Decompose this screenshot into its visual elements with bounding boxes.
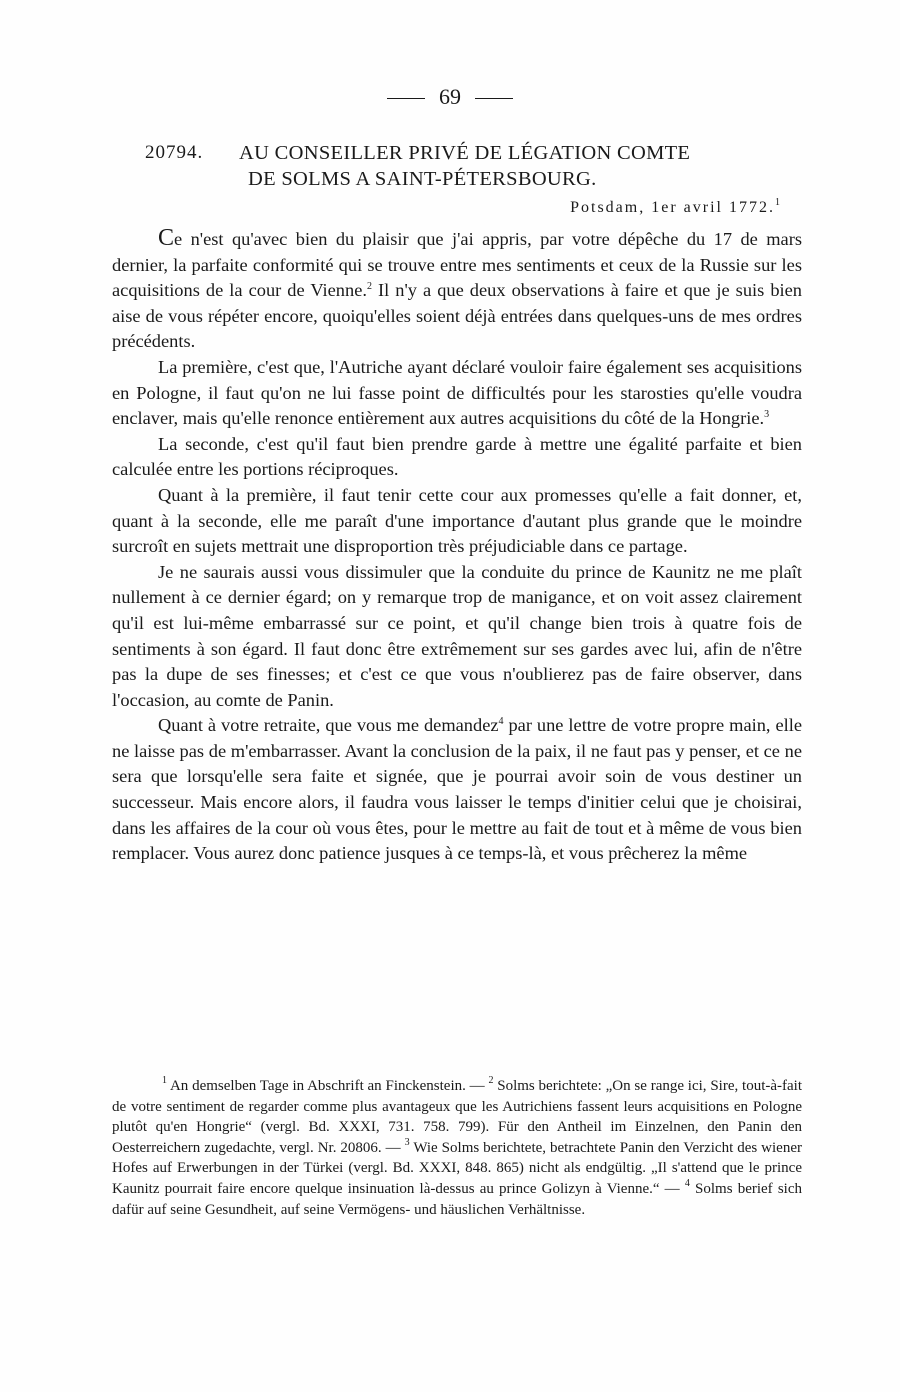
paragraph [112,713,802,867]
paragraph [112,226,802,355]
footnote-mark: 3 [404,1136,410,1148]
footnote-ref: 2 [366,281,372,293]
footnote-block [112,1076,802,1220]
paragraph-text: Ce n'est qu'avec bien du plaisir que j'ai appris, par votre dépêche du 17 de mars dernier, la parfaite conformité qui se trouve entre mes sentiments et ceux de la Russie sur les acquisitions de la cour de Vienne. [112,225,802,301]
divider [475,98,513,99]
footnotes [112,1076,802,1220]
dateline-place: Potsdam, [570,199,646,216]
footnote-mark: 2 [488,1075,494,1086]
paragraph: Quant à la première, il faut tenir cette cour aux promesses qu'elle a fait donner, et, quant à la seconde, elle me paraît d'une importance d'autant plus grande que le moindre surcroît en sujets mettrait une disproportion très préjudiciable dans ce partage. [112,484,802,557]
footnote-text: Wie Solms berichtete, betrachtete Panin den Verzicht des wiener Hofes auf Erwerbungen in der Türkei (vergl. Bd. XXXI, 848. 865) nicht als endgültig. „Il s'attend que le prince Kaunitz pourrait faire encore quelque insinuation là-dessus au prince Golizyn à Vienne.“ — [112,1139,802,1197]
paragraph-text: La première, c'est que, l'Autriche ayant déclaré vouloir faire également ses acquisitions en Pologne, il faut qu'on ne lui fasse point de difficultés pour les starosties qu'elle voudra enclaver, mais qu'elle renonce entièrement aux autres acquisitions du côté de la Hongrie. [112,356,802,429]
footnote-ref: 1 [775,197,782,208]
page-number [0,84,900,110]
divider [387,98,425,99]
footnote-text: Solms berief sich dafür auf seine Gesundheit, auf seine Vermögens- und häuslichen Verhältnisse. [112,1180,803,1218]
footnote-ref: 3 [764,409,770,421]
paragraph-text: Quant à votre retraite, que vous me demandez [158,715,499,736]
footnote-ref: 4 [498,716,504,728]
paragraph: Je ne saurais aussi vous dissimuler que la conduite du prince de Kaunitz ne me plaît nullement à ce dernier égard; on y remarque trop de manigance, et on voit assez clairement qu'il est lui-même embarrassé sur ce point, et qu'il change bien trois à quatre fois de sentiments à son égard. Il faut donc être extrêmement sur ses gardes avec lui, afin de n'être pas la dupe de ses finesses; et c'est ce que vous n'oublierez pas de faire observer, dans l'occasion, au comte de Panin. [112,561,802,710]
paragraph [112,355,802,432]
footnote-text: Solms berichtete: „On se range ici, Sire, tout-à-fait de votre sentiment de regarder comme plus avantageux que les Autrichiens fassent leurs acquisitions en Pologne plutôt qu'en Hongrie“ (vergl. Bd. XXXI, 731. 758. 799). Für den Antheil im Einzelnen, den Panin den Oesterreichern zugedachte, vergl. Nr. 20806. — [112,1078,803,1156]
dateline [570,199,782,217]
footnote-mark: 1 [162,1075,167,1086]
paragraph-text: par une lettre de votre propre main, elle ne laisse pas de m'embarrasser. Avant la conclusion de la paix, il ne faut pas y penser, et ce ne sera que lorsqu'elle sera faite et signée, que je pourrai avoir soin de vous destiner un successeur. Mais encore alors, il faudra vous laisser le temps d'initier celui que je choisirai, dans les affaires de la cour où vous êtes, pour le mettre au fait de tout et à même de vous bien remplacer. Vous aurez donc patience jusques à ce temps-là, et vous prêcherez la même [112,715,803,864]
letter-number: 20794. [145,142,204,163]
letter-title-line-1: AU CONSEILLER PRIVÉ DE LÉGATION COMTE [239,142,691,164]
footnote-mark: 4 [684,1177,690,1189]
letter-body [112,226,802,867]
footnote-text: An demselben Tage in Abschrift an Finckenstein. — [167,1078,489,1094]
page-number-text: 69 [439,84,461,109]
dateline-rest: avril 1772. [683,199,775,216]
letter-title-line-2: DE SOLMS A SAINT-PÉTERSBOURG. [248,168,597,190]
dateline-day: 1er [651,199,678,216]
paragraph-text: Il n'y a que deux observations à faire et que je suis bien aise de vous répéter encore, quoiqu'elles soient déjà entrées dans quelques-uns de mes ordres précédents. [112,280,803,352]
paragraph: La seconde, c'est qu'il faut bien prendre garde à mettre une égalité parfaite et bien calculée entre les portions réciproques. [112,433,802,480]
